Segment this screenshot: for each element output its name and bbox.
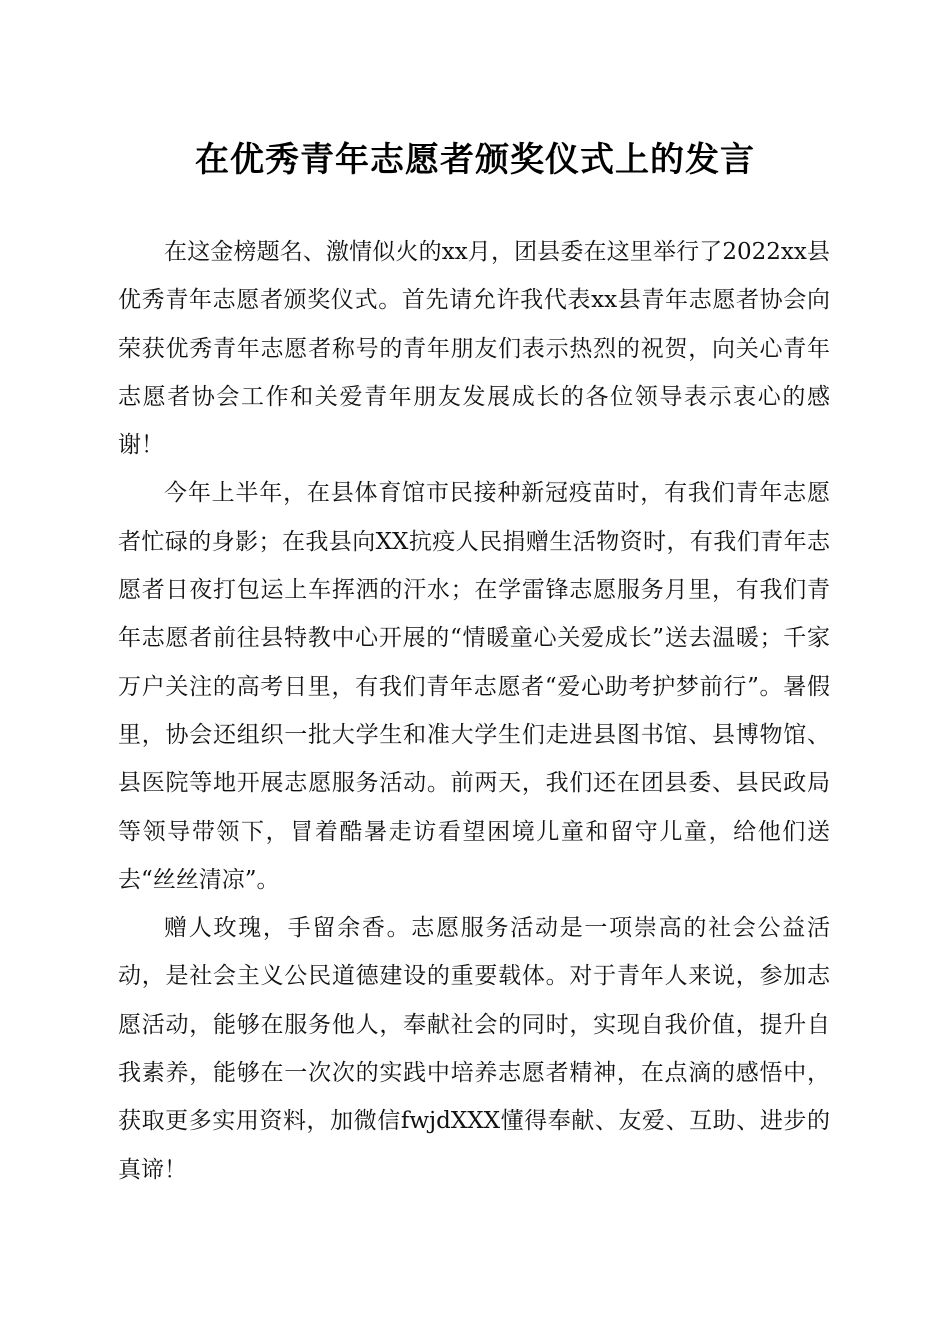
paragraph-3: 赠人玫瑰，手留余香。志愿服务活动是一项崇高的社会公益活动，是社会主义公民道德建设的重要载体。对于青年人来说，参加志愿活动，能够在服务他人，奉献社会的同时，实现自我价值，提升自我素养，能够在一次次的实践中培养志愿者精神，在点滴的感悟中，获取更多实用资料，加微信fwjdXXX懂得奉献、友爱、互助、进步的真谛！ bbox=[118, 915, 830, 1183]
paragraph-1: 在这金榜题名、激情似火的xx月，团县委在这里举行了2022xx县优秀青年志愿者颁奖仪式。首先请允许我代表xx县青年志愿者协会向荣获优秀青年志愿者称号的青年朋友们表示热烈的祝贺，向关心青年志愿者协会工作和关爱青年朋友发展成长的各位领导表示衷心的感谢！ bbox=[118, 239, 830, 459]
document-title: 在优秀青年志愿者颁奖仪式上的发言 bbox=[195, 140, 755, 180]
document-body bbox=[118, 228, 830, 1194]
paragraph-2: 今年上半年，在县体育馆市民接种新冠疫苗时，有我们青年志愿者忙碌的身影；在我县向XX抗疫人民捐赠生活物资时，有我们青年志愿者日夜打包运上车挥洒的汗水；在学雷锋志愿服务月里，有我们青年志愿者前往县特教中心开展的“情暖童心关爱成长”送去温暖；千家万户关注的高考日里，有我们青年志愿者“爱心助考护梦前行”。暑假里，协会还组织一批大学生和准大学生们走进县图书馆、县博物馆、县医院等地开展志愿服务活动。前两天，我们还在团县委、县民政局等领导带领下，冒着酷暑走访看望困境儿童和留守儿童，给他们送去“丝丝清凉”。 bbox=[118, 480, 830, 893]
